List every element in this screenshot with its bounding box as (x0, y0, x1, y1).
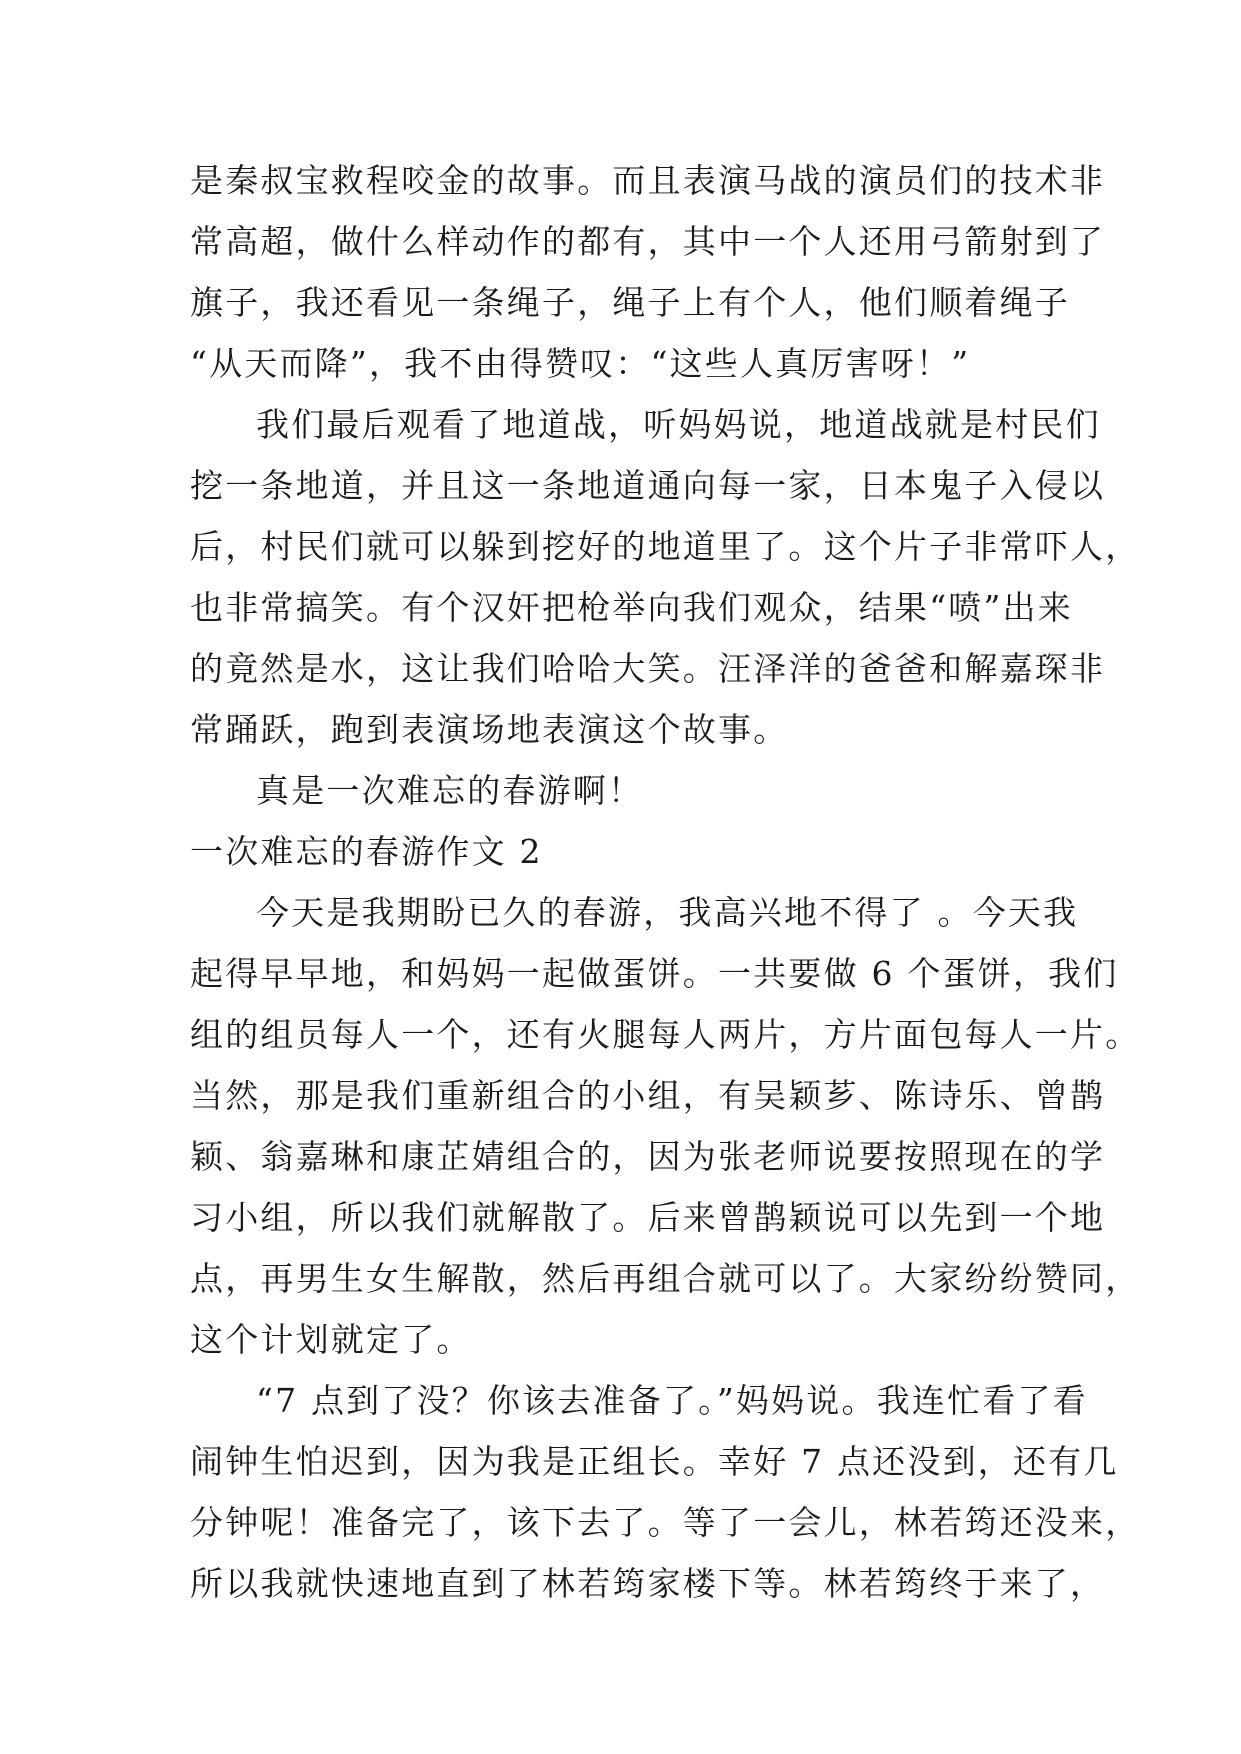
text-line: 也非常搞笑。有个汉奸把枪举向我们观众，结果“喷”出来 (190, 588, 1073, 627)
text-line: 后，村民们就可以躲到挖好的地道里了。这个片子非常吓人， (190, 527, 1141, 566)
section-heading: 一次难忘的春游作文 2 (190, 832, 543, 871)
paragraph-first-line: 今天是我期盼已久的春游，我高兴地不得了 。今天我 (256, 893, 1079, 932)
text-line: 这个计划就定了。 (190, 1320, 472, 1359)
text-line: 是秦叔宝救程咬金的故事。而且表演马战的演员们的技术非 (190, 161, 1106, 200)
text-line: 旗子，我还看见一条绳子，绳子上有个人，他们顺着绳子 (190, 283, 1070, 322)
text-line: 分钟呢！准备完了，该下去了。等了一会儿，林若筠还没来， (190, 1503, 1141, 1542)
paragraph-first-line: “7 点到了没？你该去准备了。”妈妈说。我连忙看了看 (256, 1381, 1088, 1420)
text-line: 闹钟生怕迟到，因为我是正组长。幸好 7 点还没到，还有几 (190, 1442, 1119, 1481)
text-line: 所以我就快速地直到了林若筠家楼下等。林若筠终于来了， (190, 1564, 1106, 1603)
text-line: 当然，那是我们重新组合的小组，有吴颖芗、陈诗乐、曾鹊 (190, 1076, 1106, 1115)
text-line: 起得早早地，和妈妈一起做蛋饼。一共要做 6 个蛋饼，我们 (190, 954, 1119, 993)
text-line: 常踊跃，跑到表演场地表演这个故事。 (190, 710, 789, 749)
text-line: 常高超，做什么样动作的都有，其中一个人还用弓箭射到了 (190, 222, 1106, 261)
text-line: 组的组员每人一个，还有火腿每人两片，方片面包每人一片。 (190, 1015, 1141, 1054)
text-line: 的竟然是水，这让我们哈哈大笑。汪泽洋的爸爸和解嘉琛非 (190, 649, 1106, 688)
text-line: 颖、翁嘉琳和康芷婧组合的，因为张老师说要按照现在的学 (190, 1137, 1106, 1176)
paragraph-first-line: 我们最后观看了地道战，听妈妈说，地道战就是村民们 (256, 405, 1101, 444)
text-line: 挖一条地道，并且这一条地道通向每一家，日本鬼子入侵以 (190, 466, 1106, 505)
document-body (190, 150, 1141, 1614)
text-line: 点，再男生女生解散，然后再组合就可以了。大家纷纷赞同， (190, 1259, 1141, 1298)
text-line: 习小组，所以我们就解散了。后来曾鹊颖说可以先到一个地 (190, 1198, 1106, 1237)
paragraph-first-line: 真是一次难忘的春游啊！ (256, 771, 644, 810)
text-line: “从天而降”，我不由得赞叹：“这些人真厉害呀！” (190, 344, 971, 383)
